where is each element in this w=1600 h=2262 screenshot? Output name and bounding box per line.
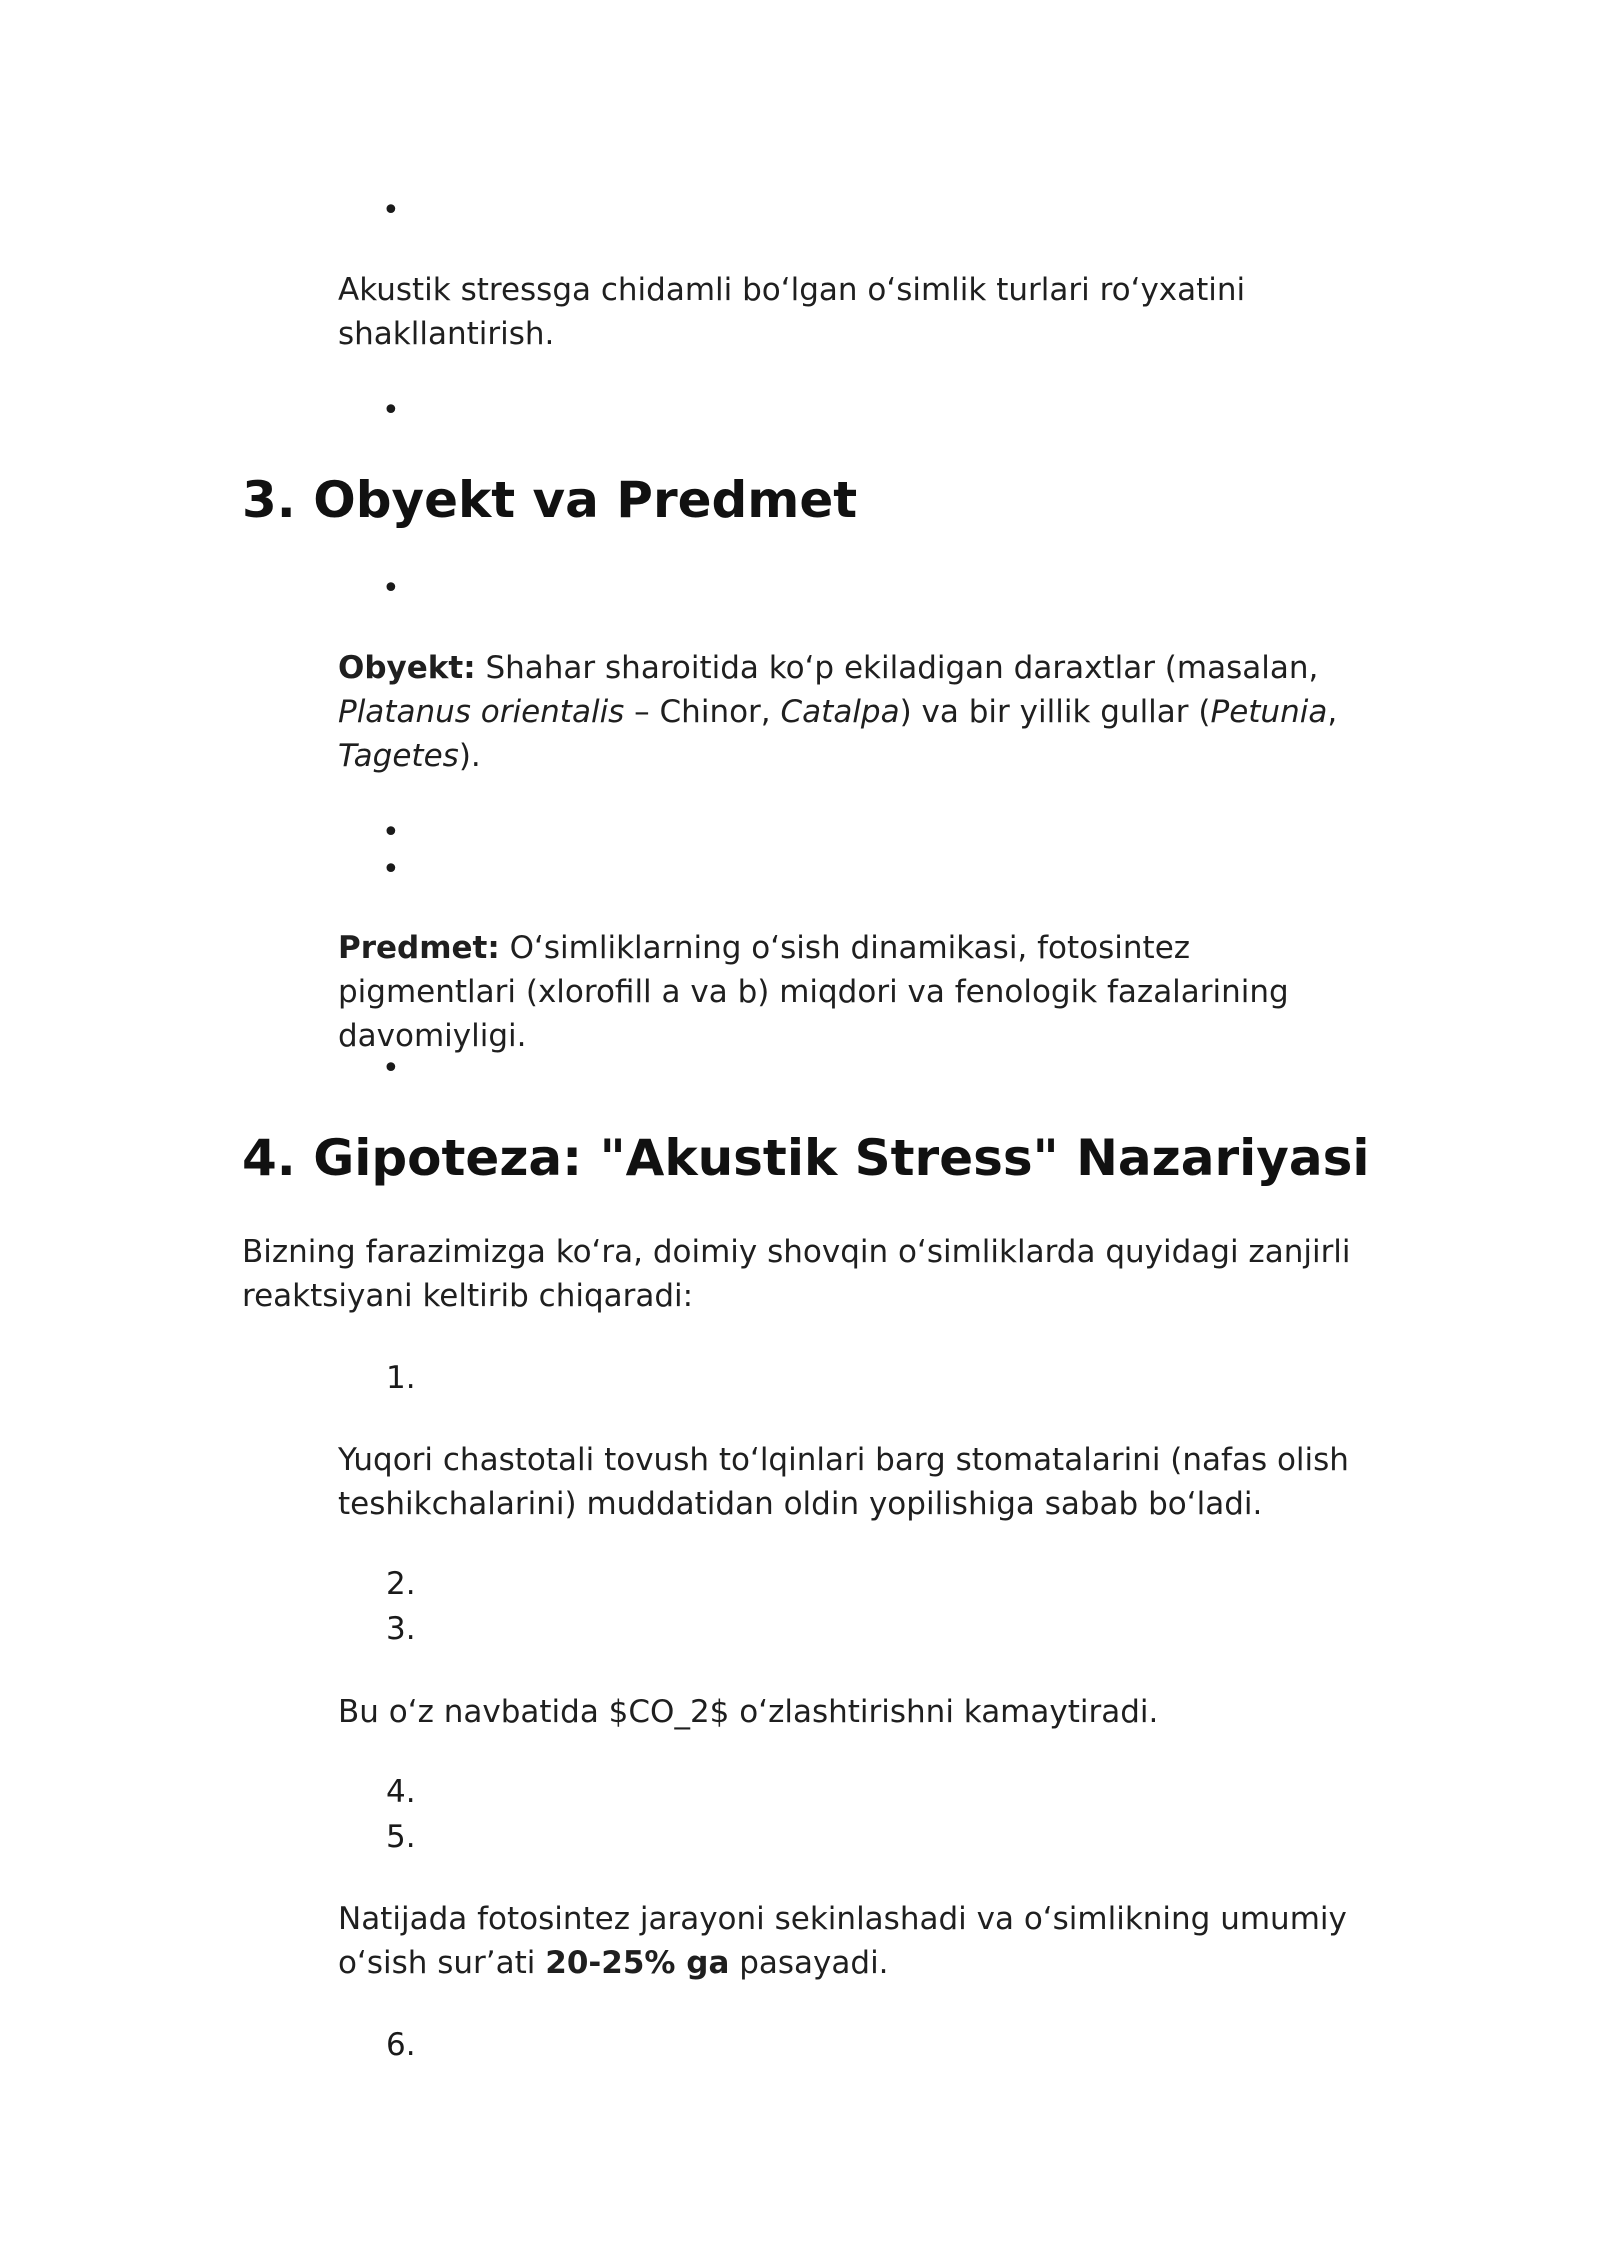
- obyekt-text: – Chinor,: [624, 694, 781, 730]
- obyekt-text: ,: [1327, 694, 1338, 730]
- bullet-marker: •: [382, 815, 400, 850]
- list-number: 2.: [386, 1566, 416, 1602]
- species-catalpa: Catalpa: [780, 694, 900, 730]
- list-number: 5.: [386, 1819, 416, 1855]
- species-tagetes: Tagetes: [338, 738, 459, 774]
- step-paragraph: Bu oʻz navbatida $CO_2$ oʻzlashtirishni kamaytiradi.: [338, 1694, 1159, 1730]
- bullet-marker: •: [382, 193, 400, 228]
- step-paragraph: [338, 1897, 1358, 1985]
- predmet-label: Predmet:: [338, 930, 500, 966]
- growth-reduction-value: 20-25% ga: [545, 1945, 730, 1981]
- bullet-marker: •: [382, 571, 400, 606]
- step-paragraph: Yuqori chastotali tovush toʻlqinlari barg stomatalarini (nafas olish teshikchalarini) muddatidan oldin yopilishiga sabab boʻladi.: [338, 1442, 1349, 1522]
- step-text: pasayadi.: [729, 1945, 889, 1981]
- list-number: 6.: [386, 2027, 416, 2063]
- hypothesis-intro: Bizning farazimizga koʻra, doimiy shovqin oʻsimliklarda quyidagi zanjirli reaktsiyani keltirib chiqaradi:: [242, 1234, 1351, 1314]
- obyekt-text: ).: [458, 738, 481, 774]
- bullet-marker: •: [382, 852, 400, 887]
- species-petunia: Petunia: [1210, 694, 1328, 730]
- predmet-text: Oʻsimliklarning oʻsish dinamikasi, fotosintez pigmentlari (xlorofill a va b) miqdori va fenologik fazalarining davomiyligi.: [338, 930, 1289, 1054]
- obyekt-label: Obyekt:: [338, 650, 476, 686]
- list-number: 1.: [386, 1360, 416, 1396]
- section-heading-4: 4. Gipoteza: "Akustik Stress" Nazariyasi: [242, 1129, 1370, 1187]
- step-text: Natijada fotosintez jarayoni sekinlashadi va oʻsimlikning umumiy oʻsish surʼati: [338, 1901, 1347, 1981]
- species-platanus: Platanus orientalis: [338, 694, 625, 730]
- list-number: 3.: [386, 1611, 416, 1647]
- goal-paragraph: Akustik stressga chidamli boʻlgan oʻsimlik turlari roʻyxatini shakllantirish.: [338, 272, 1246, 352]
- obyekt-paragraph: [338, 646, 1358, 778]
- predmet-paragraph: [338, 926, 1358, 1058]
- list-number: 4.: [386, 1774, 416, 1810]
- bullet-marker: •: [382, 393, 400, 428]
- obyekt-text: ) va bir yillik gullar (: [899, 694, 1211, 730]
- section-heading-3: 3. Obyekt va Predmet: [242, 471, 858, 529]
- obyekt-text: Shahar sharoitida koʻp ekiladigan daraxtlar (masalan,: [475, 650, 1319, 686]
- bullet-marker: •: [382, 1051, 400, 1086]
